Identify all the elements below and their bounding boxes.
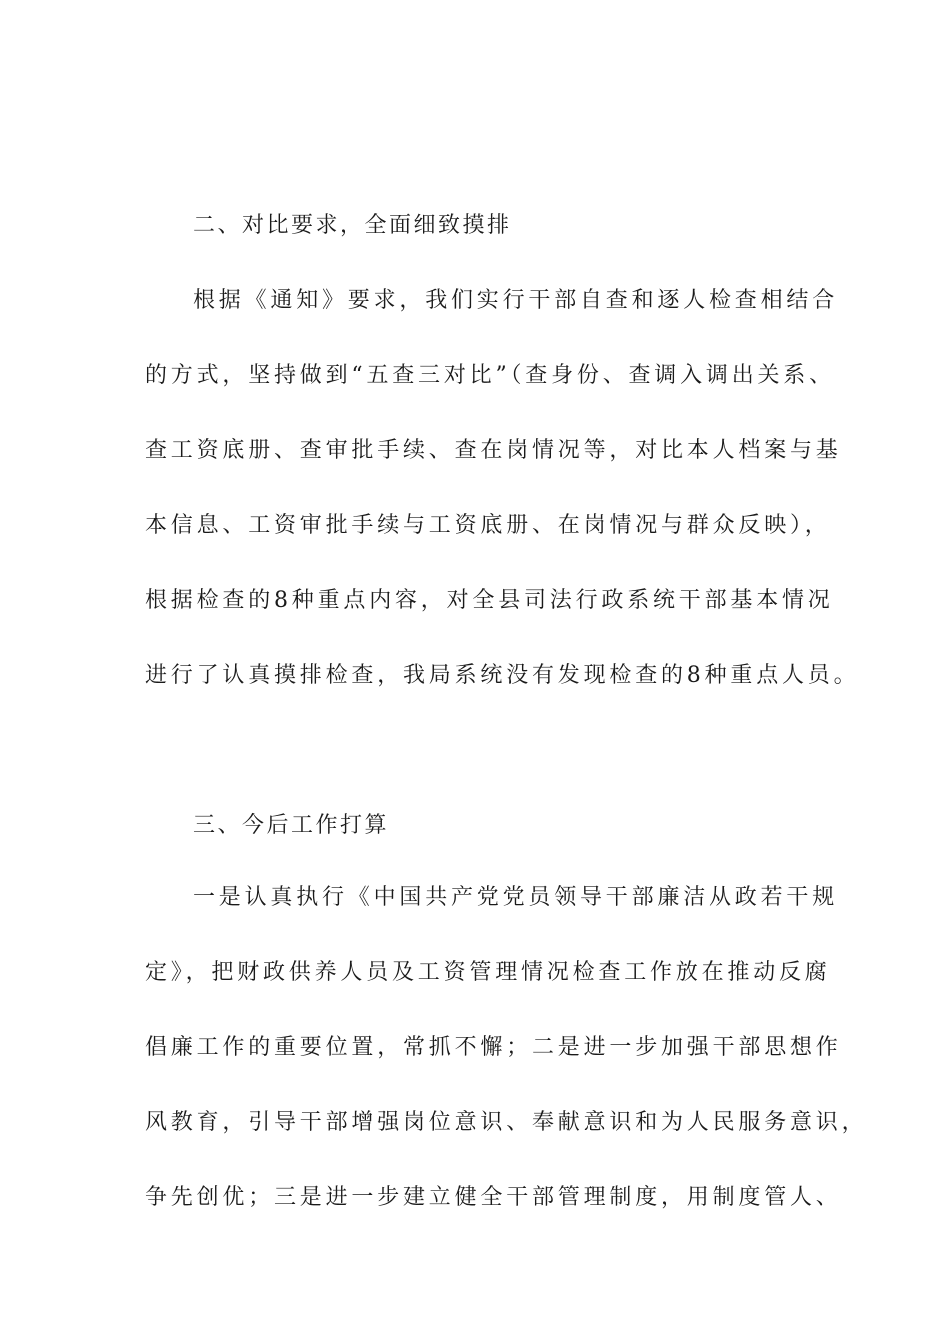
- paragraph-line: 的方式，坚持做到“五查三对比”（查身份、查调入调出关系、: [145, 363, 835, 388]
- paragraph-line: 倡廉工作的重要位置，常抓不懈；二是进一步加强干部思想作: [145, 1035, 842, 1060]
- paragraph-line: 进行了认真摸排检查，我局系统没有发现检查的8种重点人员。: [145, 663, 860, 688]
- paragraph-line: 根据《通知》要求，我们实行干部自查和逐人检查相结合: [193, 288, 839, 313]
- paragraph-line: 根据检查的8种重点内容，对全县司法行政系统干部基本情况: [145, 588, 834, 613]
- paragraph-line: 争先创优；三是进一步建立健全干部管理制度，用制度管人、: [145, 1185, 842, 1210]
- section-heading-future-plans: 三、今后工作打算: [193, 813, 390, 838]
- section-heading-comparison: 二、对比要求，全面细致摸排: [193, 213, 512, 238]
- paragraph-line: 定》，把财政供养人员及工资管理情况检查工作放在推动反腐: [145, 960, 831, 985]
- paragraph-line: 风教育，引导干部增强岗位意识、奉献意识和为人民服务意识，: [145, 1110, 868, 1135]
- paragraph-line: 本信息、工资审批手续与工资底册、在岗情况与群众反映），: [145, 513, 831, 538]
- paragraph-line: 查工资底册、查审批手续、查在岗情况等，对比本人档案与基: [145, 438, 842, 463]
- paragraph-line: 一是认真执行《中国共产党党员领导干部廉洁从政若干规: [193, 885, 839, 910]
